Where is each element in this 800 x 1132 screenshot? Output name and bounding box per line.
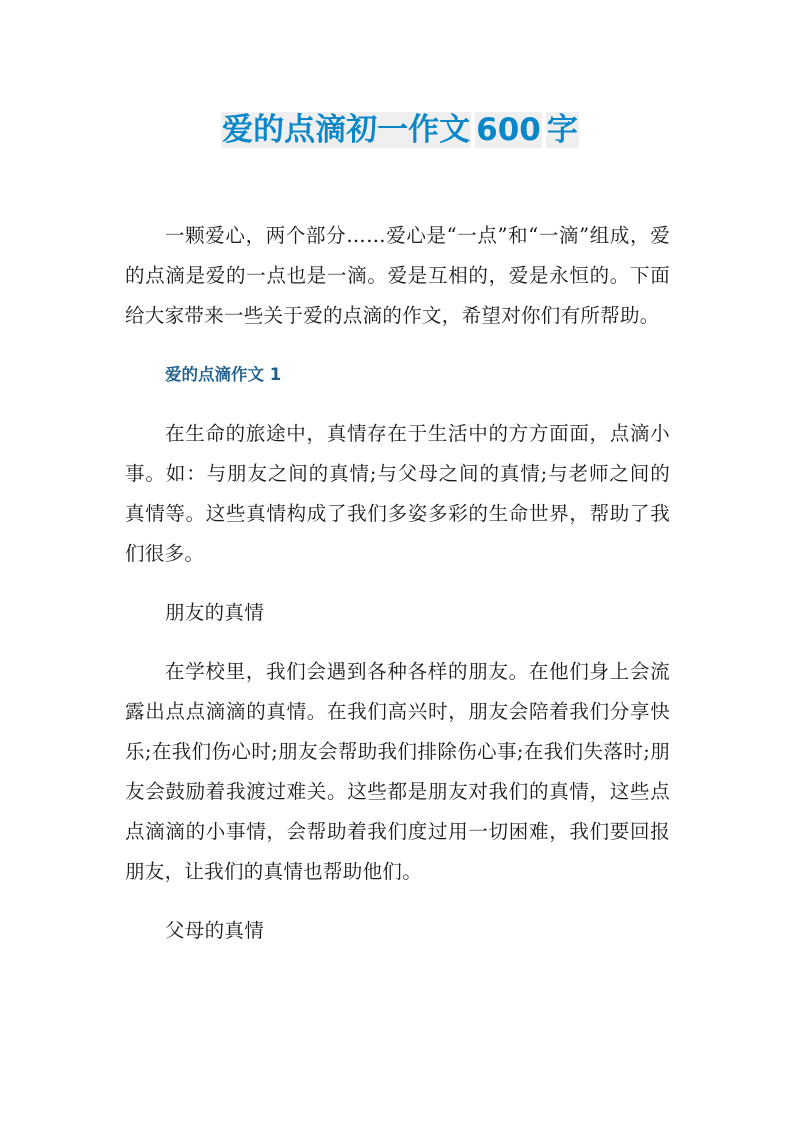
page-title	[0, 108, 800, 152]
title-segment-number: 600	[476, 112, 541, 148]
body-paragraph: 在学校里，我们会遇到各种各样的朋友。在他们身上会流露出点点滴滴的真情。在我们高兴时，朋友会陪着我们分享快乐;在我们伤心时;朋友会帮助我们排除伤心事;在我们失落时;朋友会鼓励着我渡过难关。这些都是朋友对我们的真情，这些点点滴滴的小事情，会帮助着我们度过用一切困难，我们要回报朋友，让我们的真情也帮助他们。	[125, 660, 670, 883]
section-heading-friends: 朋友的真情	[165, 601, 265, 624]
intro-paragraph: 一颗爱心，两个部分……爱心是“一点”和“一滴”组成，爱的点滴是爱的一点也是一滴。爱是互相的，爱是永恒的。下面给大家带来一些关于爱的点滴的作文，希望对你们有所帮助。	[125, 224, 670, 327]
essay-subheading: 爱的点滴作文 1	[165, 365, 282, 384]
document-body	[125, 216, 670, 970]
section-heading-parents: 父母的真情	[165, 919, 265, 942]
title-segment-unit: 字	[546, 112, 578, 148]
body-paragraph: 在生命的旅途中，真情存在于生活中的方方面面，点滴小事。如：与朋友之间的真情;与父母之间的真情;与老师之间的真情等。这些真情构成了我们多姿多彩的生命世界，帮助了我们很多。	[125, 422, 670, 565]
title-segment-main: 爱的点滴初一作文	[222, 112, 471, 148]
